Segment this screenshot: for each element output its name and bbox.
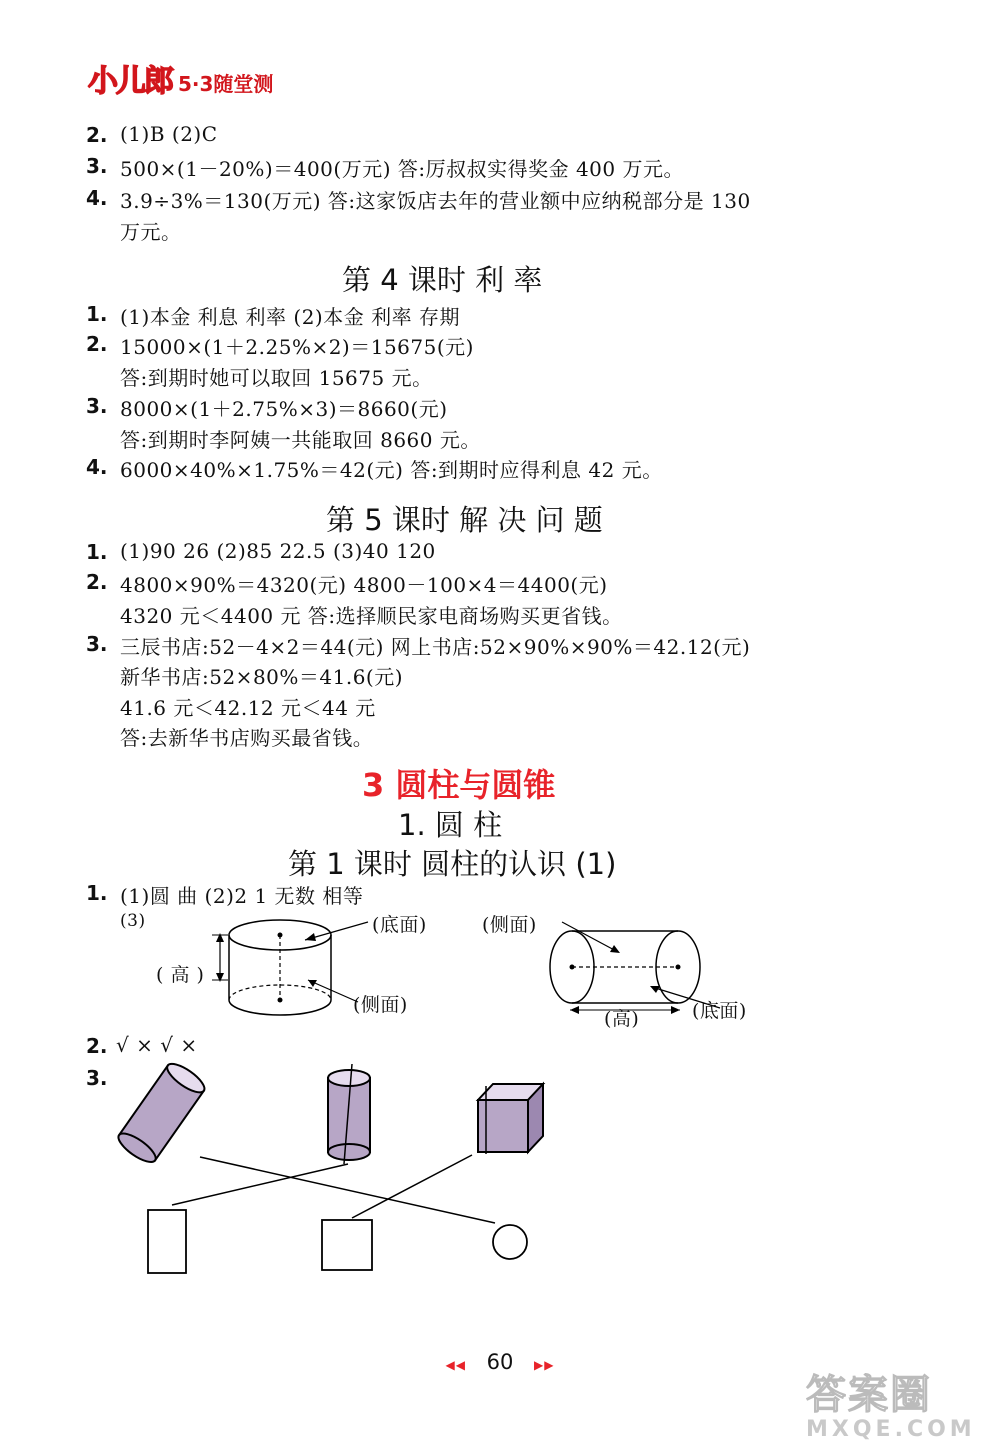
logo-text: 小儿郎 xyxy=(88,64,172,99)
item-number: 4. xyxy=(86,186,108,210)
answer-line: 三辰书店:52－4×2＝44(元) 网上书店:52×90%×90%＝42.12(元) xyxy=(120,635,751,659)
item-number: 1. xyxy=(86,302,108,326)
answer-continuation: 新华书店:52×80%＝41.6(元) xyxy=(120,665,404,689)
item-number: 3. xyxy=(86,632,108,656)
answer-line: (1)B (2)C xyxy=(120,122,218,146)
matching-diagram xyxy=(100,1060,560,1290)
unit-title: 3 圆柱与圆锥 xyxy=(362,766,556,804)
section-title: 1. 圆 柱 xyxy=(398,808,503,842)
item-number: 3. xyxy=(86,1066,108,1090)
logo-subtitle: 5·3随堂测 xyxy=(178,72,274,96)
lesson5-title: 第 5 课时 解 决 问 题 xyxy=(326,503,603,537)
item-number: 2. xyxy=(86,1034,108,1058)
solid-cylinder-cut xyxy=(328,1064,370,1164)
item-number: 3. xyxy=(86,154,108,178)
watermark-logo: 答案圈 xyxy=(806,1372,932,1418)
shape-square xyxy=(322,1220,372,1270)
item-number: 2. xyxy=(86,123,108,147)
answer-line: (1)90 26 (2)85 22.5 (3)40 120 xyxy=(120,539,436,563)
item-number: 1. xyxy=(86,540,108,564)
answer-line: (1)本金 利息 利率 (2)本金 利率 存期 xyxy=(120,305,460,329)
cylinder-diagram xyxy=(140,900,780,1040)
answer-line: √ × √ × xyxy=(116,1033,198,1057)
label-side-face: (侧面) xyxy=(482,914,537,936)
item-number: 2. xyxy=(86,332,108,356)
answer-continuation: 4320 元＜4400 元 答:选择顺民家电商场购买更省钱。 xyxy=(120,604,623,628)
item-number: 2. xyxy=(86,570,108,594)
answer-line: 6000×40%×1.75%＝42(元) 答:到期时应得利息 42 元。 xyxy=(120,458,663,482)
answer-line: 8000×(1＋2.75%×3)＝8660(元) xyxy=(120,397,448,421)
answer-line: 500×(1－20%)＝400(万元) 答:厉叔叔实得奖金 400 万元。 xyxy=(120,157,684,181)
label-bottom-face: (底面) xyxy=(372,914,427,936)
label-bottom-face: (底面) xyxy=(692,1000,747,1022)
answer-continuation: 答:到期时她可以取回 15675 元。 xyxy=(120,366,433,390)
answer-line: 15000×(1＋2.25%×2)＝15675(元) xyxy=(120,335,474,359)
page-footer xyxy=(420,1350,580,1374)
watermark xyxy=(806,1373,991,1443)
solid-cube-cut xyxy=(478,1084,543,1154)
next-arrows-icon: ▶▶ xyxy=(534,1358,555,1372)
answer-continuation: 答:去新华书店购买最省钱。 xyxy=(120,726,374,750)
shape-rectangle xyxy=(148,1210,186,1273)
answer-continuation: 41.6 元＜42.12 元＜44 元 xyxy=(120,696,376,720)
watermark-url: MXQE.COM xyxy=(806,1417,976,1442)
label-height: (高) xyxy=(604,1008,640,1030)
item-number: 1. xyxy=(86,881,108,905)
solid-tilted-cylinder xyxy=(114,1060,208,1167)
answer-continuation: 万元。 xyxy=(120,220,182,244)
sub-label: (3) xyxy=(120,911,146,931)
answer-line: 3.9÷3%＝130(万元) 答:这家饭店去年的营业额中应纳税部分是 130 xyxy=(120,189,751,213)
prev-arrows-icon: ◀◀ xyxy=(445,1358,466,1372)
item-number: 4. xyxy=(86,455,108,479)
answer-line: (1)圆 曲 (2)2 1 无数 相等 xyxy=(120,884,364,908)
lesson1-title: 第 1 课时 圆柱的认识 (1) xyxy=(288,847,617,881)
header-logo xyxy=(88,56,273,100)
label-side-face: (侧面) xyxy=(353,994,408,1016)
label-height: ( 高 ) xyxy=(156,964,205,986)
answer-line: 4800×90%＝4320(元) 4800－100×4＝4400(元) xyxy=(120,573,608,597)
lesson4-title: 第 4 课时 利 率 xyxy=(342,263,543,297)
match-line-3 xyxy=(352,1155,472,1218)
shape-circle xyxy=(493,1225,527,1259)
item-number: 3. xyxy=(86,394,108,418)
page-number: 60 xyxy=(486,1350,514,1374)
answer-continuation: 答:到期时李阿姨一共能取回 8660 元。 xyxy=(120,428,481,452)
upright-cylinder xyxy=(212,920,368,1015)
